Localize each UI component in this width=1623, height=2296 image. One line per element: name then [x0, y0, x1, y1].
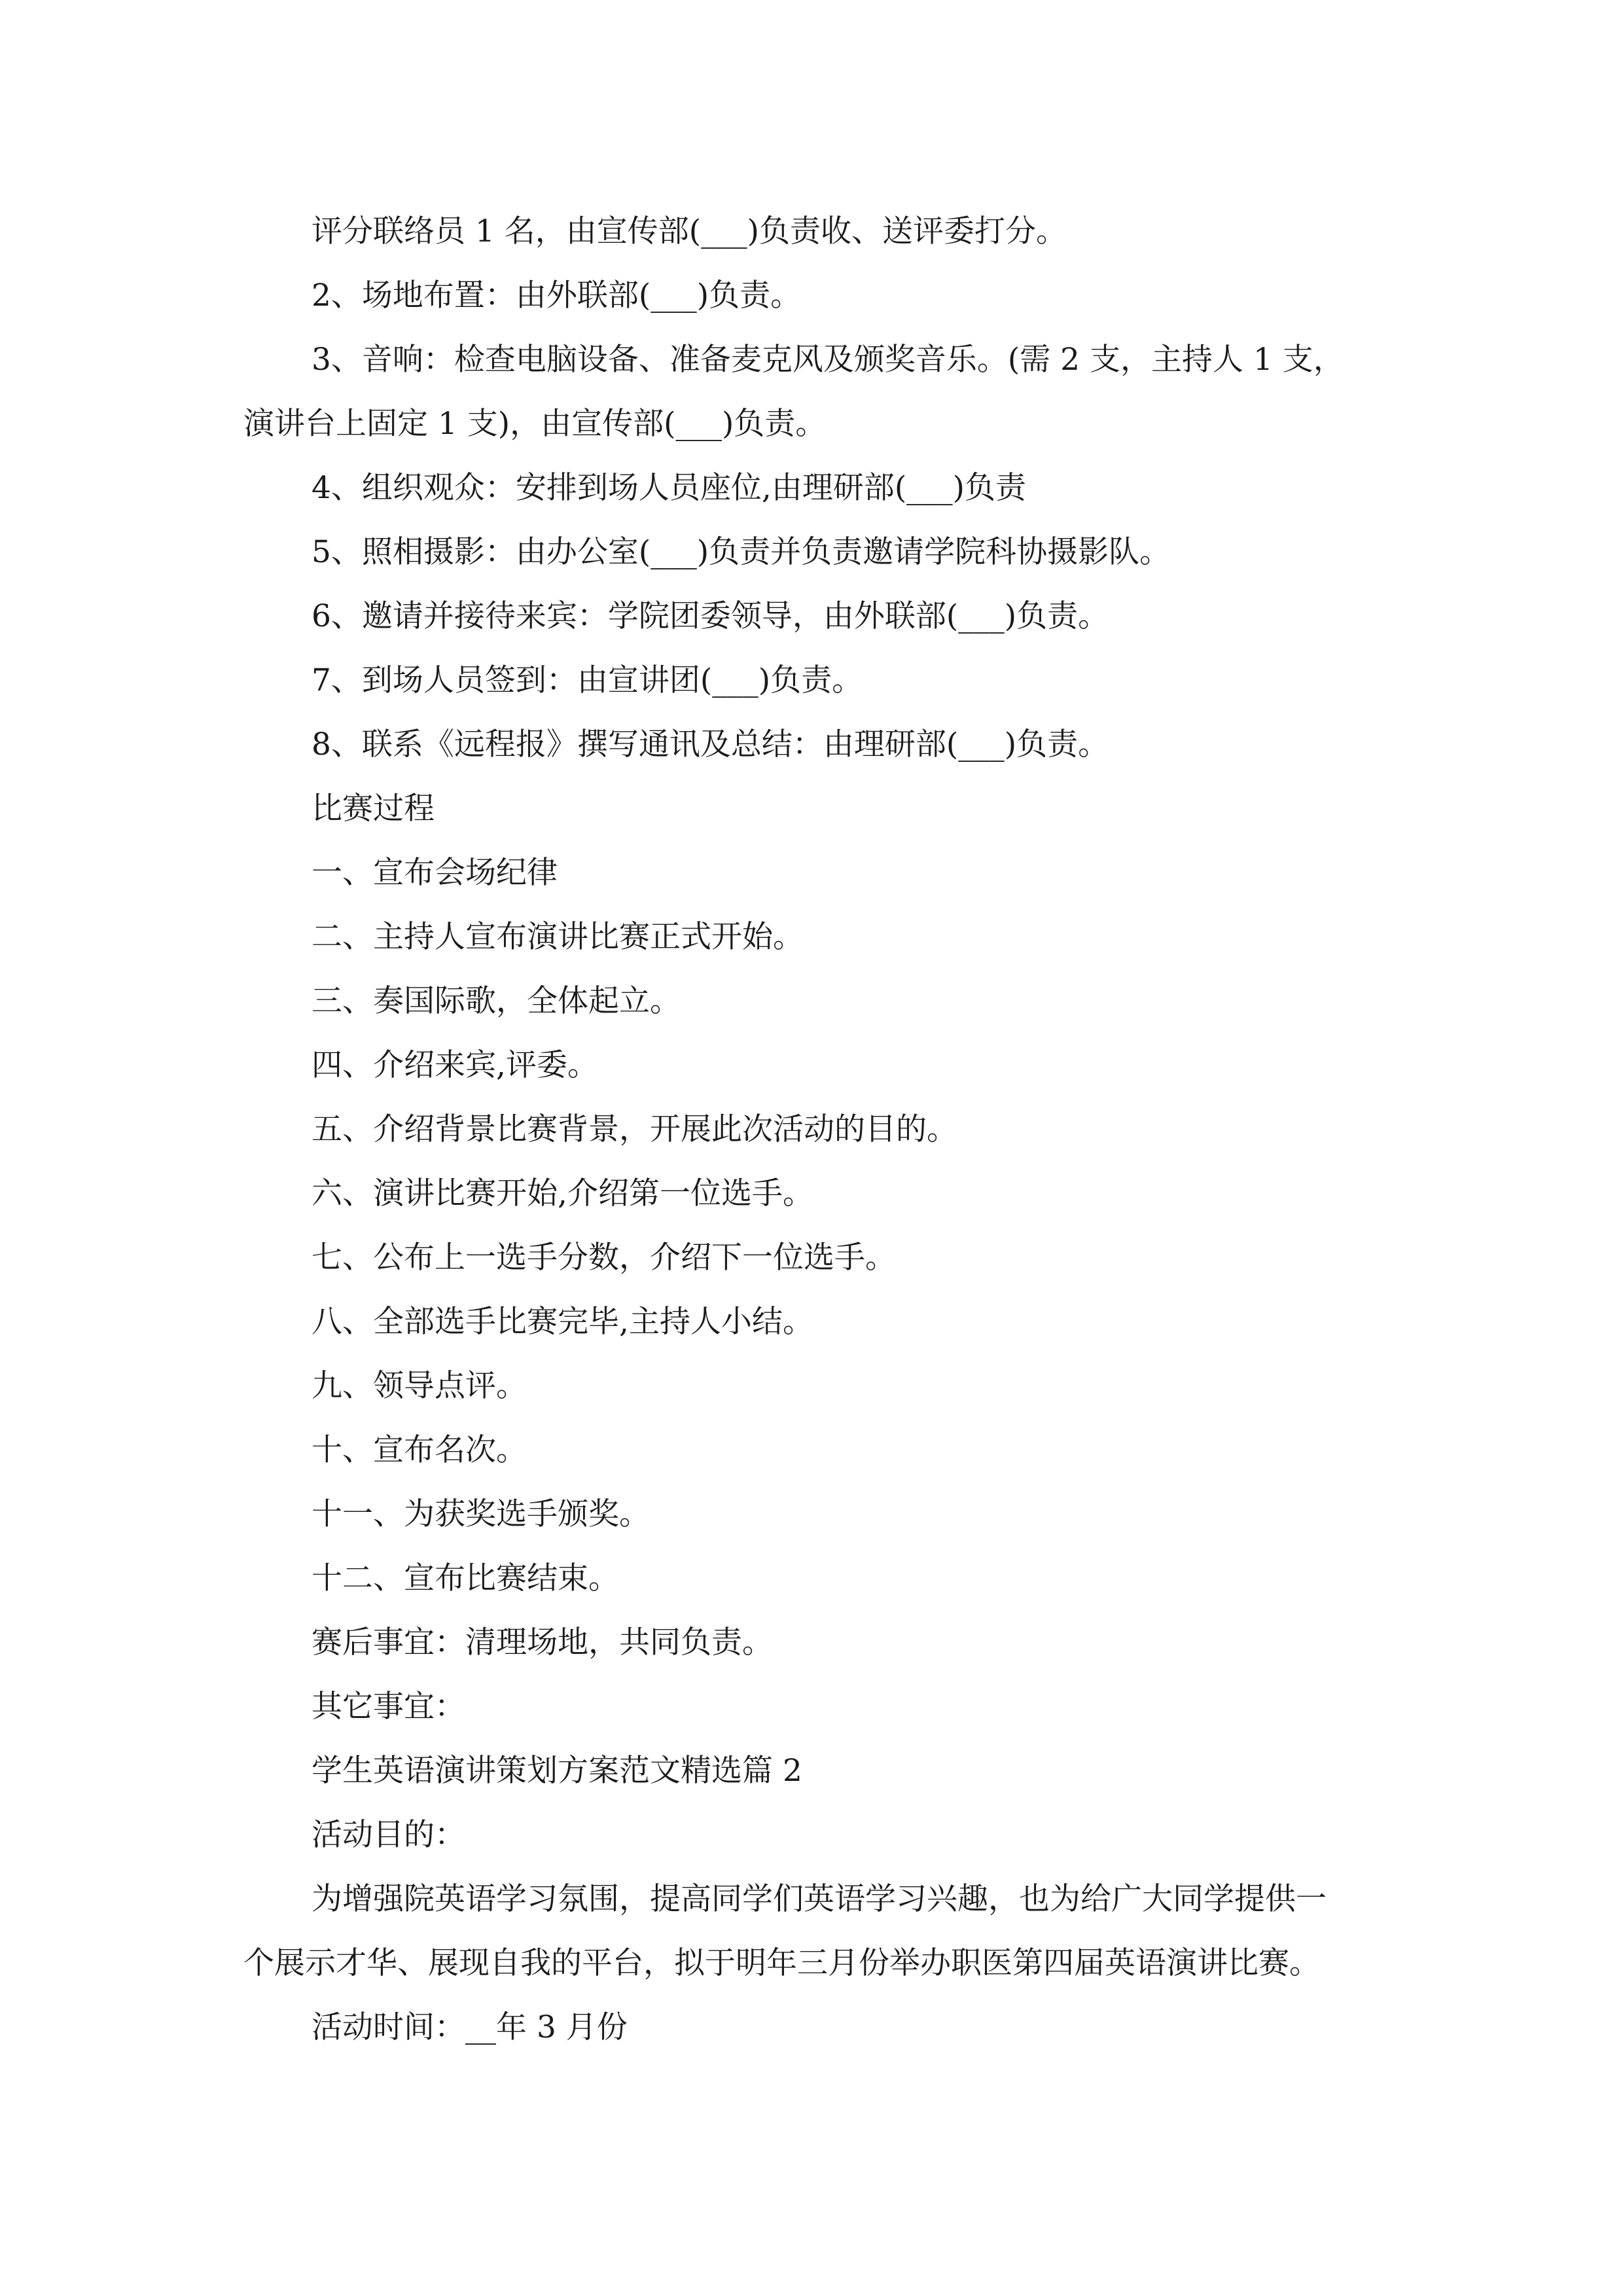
paragraph-other-matters: 其它事宜：	[312, 1689, 465, 1725]
process-step-11: 十一、为获奖选手颁奖。	[312, 1496, 650, 1532]
paragraph-photography: 5、照相摄影：由办公室(___)负责并负责邀请学院科协摄影队。	[312, 534, 1171, 570]
paragraph-purpose-line-2: 个展示才华、展现自我的平台，拟于明年三月份举办职医第四届英语演讲比赛。	[243, 1945, 1320, 1981]
process-step-10: 十、宣布名次。	[312, 1432, 527, 1468]
paragraph-audio-continued: 演讲台上固定 1 支)，由宣传部(___)负责。	[243, 406, 827, 442]
paragraph-venue-setup: 2、场地布置：由外联部(___)负责。	[312, 278, 802, 314]
paragraph-guests: 6、邀请并接待来宾：学院团委领导，由外联部(___)负责。	[312, 598, 1109, 634]
section-heading-process: 比赛过程	[312, 791, 435, 827]
process-step-8: 八、全部选手比赛完毕,主持人小结。	[312, 1304, 813, 1340]
paragraph-event-time: 活动时间：__年 3 月份	[312, 2009, 628, 2045]
paragraph-newspaper: 8、联系《远程报》撰写通讯及总结：由理研部(___)负责。	[312, 726, 1109, 762]
paragraph-purpose-line-1: 为增强院英语学习氛围，提高同学们英语学习兴趣，也为给广大同学提供一	[312, 1881, 1327, 1917]
process-step-12: 十二、宣布比赛结束。	[312, 1560, 619, 1596]
process-step-4: 四、介绍来宾,评委。	[312, 1047, 598, 1083]
process-step-2: 二、主持人宣布演讲比赛正式开始。	[312, 919, 804, 955]
paragraph-purpose-label: 活动目的：	[312, 1817, 465, 1853]
paragraph-sign-in: 7、到场人员签到：由宣讲团(___)负责。	[312, 662, 863, 698]
process-step-6: 六、演讲比赛开始,介绍第一位选手。	[312, 1175, 813, 1211]
process-step-5: 五、介绍背景比赛背景，开展此次活动的目的。	[312, 1111, 957, 1147]
process-step-3: 三、奏国际歌，全体起立。	[312, 983, 681, 1019]
paragraph-audio: 3、音响：检查电脑设备、准备麦克风及颁奖音乐。(需 2 支，主持人 1 支，	[312, 342, 1344, 378]
process-step-1: 一、宣布会场纪律	[312, 855, 558, 891]
paragraph-post-event: 赛后事宜：清理场地，共同负责。	[312, 1624, 773, 1660]
process-step-9: 九、领导点评。	[312, 1368, 527, 1404]
process-step-7: 七、公布上一选手分数，介绍下一位选手。	[312, 1240, 896, 1276]
document-body	[243, 200, 1395, 2060]
paragraph-scoring-liaison: 评分联络员 1 名，由宣传部(___)负责收、送评委打分。	[312, 213, 1067, 249]
section-heading-plan-2: 学生英语演讲策划方案范文精选篇 2	[312, 1753, 802, 1789]
paragraph-audience: 4、组织观众：安排到场人员座位,由理研部(___)负责	[312, 470, 1027, 506]
